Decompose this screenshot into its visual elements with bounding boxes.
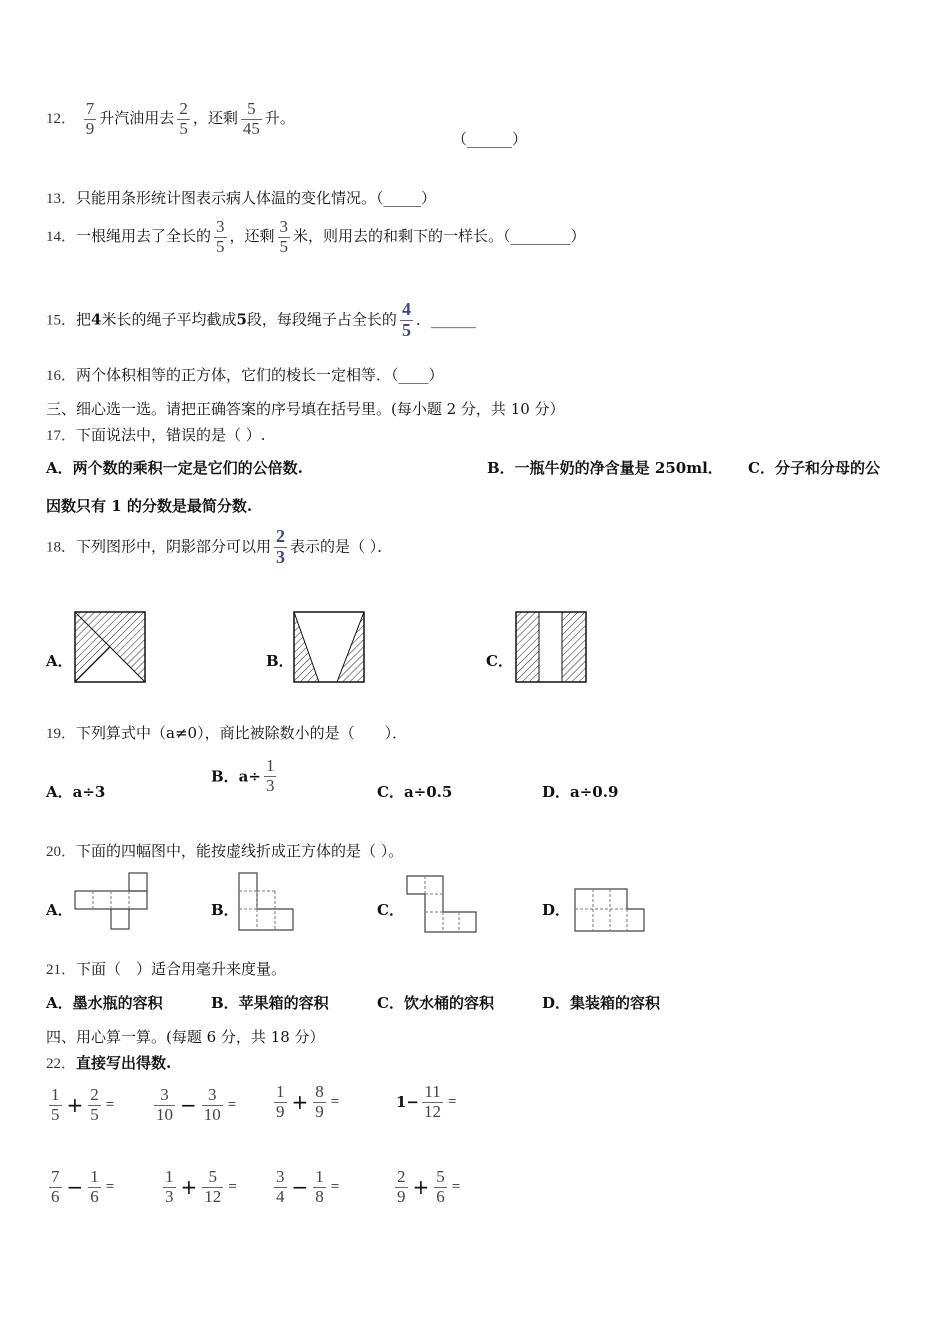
option-b-text: B．a÷	[211, 767, 261, 786]
question-number: 19．	[46, 726, 77, 742]
option-a[interactable]: A．墨水瓶的容积	[46, 994, 163, 1012]
question-19	[46, 722, 407, 743]
question-text: ，还剩	[229, 227, 275, 246]
question-12	[46, 100, 295, 138]
fraction	[202, 1168, 223, 1206]
fraction	[278, 218, 291, 256]
option-d[interactable]: D．a÷0.9	[542, 783, 619, 801]
equals-sign: =	[105, 1178, 115, 1195]
option-a-label[interactable]: A．	[46, 652, 73, 670]
equals-sign: =	[330, 1178, 340, 1195]
denominator: 3	[265, 775, 275, 795]
numerator: 5	[208, 1167, 218, 1186]
operator: +	[412, 1175, 430, 1200]
numerator: 5	[436, 1167, 445, 1186]
question-18	[46, 527, 392, 568]
option-c[interactable]: C．a÷0.5	[377, 783, 453, 801]
equals-sign: =	[451, 1178, 461, 1195]
fraction	[274, 1168, 287, 1206]
numerator: 3	[208, 1085, 217, 1104]
numerator: 1	[276, 1082, 285, 1101]
denominator: 5	[401, 319, 411, 340]
expression-3	[271, 1083, 339, 1121]
question-15	[46, 300, 476, 341]
option-c[interactable]: C．饮水桶的容积	[377, 994, 494, 1012]
option-b[interactable]: B．苹果箱的容积	[211, 994, 329, 1012]
question-number: 15．	[46, 312, 77, 329]
option-b-label[interactable]: B．	[266, 652, 294, 670]
fraction	[434, 1168, 447, 1206]
fraction	[154, 1086, 175, 1124]
fraction	[49, 1168, 62, 1206]
denominator: 12	[424, 1101, 442, 1121]
option-b[interactable]	[211, 757, 279, 795]
question-text: 升汽油用去	[99, 109, 175, 128]
denominator: 4	[276, 1186, 285, 1206]
figure-a[interactable]	[74, 611, 146, 683]
denominator: 45	[242, 118, 260, 138]
option-d-label[interactable]: D．	[542, 901, 571, 919]
question-number: 14．	[46, 229, 77, 246]
equals-sign: =	[330, 1093, 340, 1110]
denominator: 9	[85, 118, 95, 138]
denominator: 5	[279, 236, 289, 256]
question-16	[46, 364, 444, 385]
expression-4	[396, 1083, 456, 1121]
cube-net-b[interactable]	[238, 872, 296, 932]
denominator: 10	[203, 1104, 221, 1124]
operator: −	[180, 1093, 197, 1118]
numerator: 3	[216, 217, 225, 236]
numerator: 2	[276, 526, 286, 546]
question-text: 升。	[264, 109, 295, 128]
numerator: 3	[276, 1167, 285, 1186]
numerator: 11	[424, 1082, 441, 1101]
expression-1	[46, 1086, 114, 1124]
denominator: 9	[276, 1101, 285, 1121]
question-text: 下面说法中，错误的是（ ）.	[76, 426, 266, 444]
numerator: 1	[51, 1085, 60, 1104]
denominator: 3	[276, 546, 286, 567]
denominator: 6	[90, 1186, 99, 1206]
fraction	[214, 218, 227, 256]
question-text: 下列图形中，阴影部分可以用	[76, 537, 272, 556]
fraction	[88, 1086, 101, 1124]
fraction	[264, 757, 277, 795]
question-text: ，还剩	[192, 109, 238, 128]
fraction	[163, 1168, 176, 1206]
operator: −	[291, 1175, 309, 1200]
denominator: 3	[165, 1186, 174, 1206]
question-number: 20．	[46, 844, 77, 860]
numerator: 3	[279, 217, 289, 236]
question-text: 一根绳用去了全长的	[76, 227, 212, 246]
question-text: 下列算式中（a≠0），商比被除数小的是（ ）．	[76, 724, 408, 742]
section-heading-4: 四、用心算一算。(每题 6 分，共 18 分）	[46, 1028, 325, 1046]
operator: −	[66, 1175, 84, 1200]
fraction	[241, 100, 262, 138]
question-14	[46, 218, 586, 256]
denominator: 5	[179, 118, 188, 138]
numerator: 2	[397, 1167, 406, 1186]
numerator: 1	[315, 1167, 324, 1186]
question-17	[46, 424, 266, 445]
denominator: 6	[436, 1186, 445, 1206]
denominator: 8	[315, 1186, 324, 1206]
question-text: 下面（ ）适合用毫升来度量。	[76, 960, 287, 978]
question-20	[46, 840, 403, 861]
denominator: 5	[51, 1104, 60, 1124]
denominator: 5	[90, 1104, 99, 1124]
equals-sign: =	[227, 1096, 237, 1113]
numerator: 2	[179, 99, 188, 118]
option-d[interactable]: D．集装箱的容积	[542, 994, 661, 1012]
option-b-label[interactable]: B．	[211, 901, 239, 919]
numerator: 1	[90, 1167, 99, 1186]
question-number: 12．	[46, 111, 77, 128]
question-text: 两个体积相等的正方体，它们的棱长一定相等．（____）	[76, 366, 444, 384]
numerator: 1	[265, 756, 275, 775]
section-heading-3: 三、细心选一选。请把正确答案的序号填在括号里。(每小题 2 分，共 10 分）	[46, 400, 565, 418]
fraction	[177, 100, 190, 138]
expression-5	[46, 1168, 114, 1206]
question-number: 16．	[46, 368, 77, 384]
expression-6	[160, 1168, 237, 1206]
figure-b[interactable]	[293, 611, 365, 683]
cube-net-d[interactable]	[574, 888, 646, 934]
fraction	[84, 100, 97, 138]
option-c[interactable]: C．分子和分母的公	[748, 459, 880, 477]
question-text: 把	[76, 310, 92, 329]
denominator: 9	[397, 1186, 406, 1206]
question-text: 只能用条形统计图表示病人体温的变化情况。（_____）	[76, 189, 437, 207]
option-a[interactable]: A．两个数的乘积一定是它们的公倍数.	[46, 459, 303, 477]
question-13	[46, 187, 436, 208]
denominator: 12	[204, 1186, 222, 1206]
fraction	[274, 1083, 287, 1121]
option-c-continued: 因数只有 1 的分数是最简分数.	[46, 497, 253, 515]
numerator: 5	[247, 99, 256, 118]
numerator: 4	[401, 299, 411, 319]
numerator: 2	[90, 1085, 99, 1104]
expression-prefix: 1−	[396, 1093, 420, 1112]
shaded-region	[516, 612, 539, 682]
question-text: 直接写出得数.	[76, 1054, 172, 1072]
option-c-label[interactable]: C．	[486, 652, 513, 670]
cube-net-a[interactable]	[74, 872, 148, 930]
question-number: 13．	[46, 191, 77, 207]
fraction	[395, 1168, 408, 1206]
question-text: 米，则用去的和剩下的一样长。（________）	[293, 227, 586, 246]
fraction	[274, 527, 287, 568]
fraction	[422, 1083, 443, 1121]
question-text: ．______	[415, 310, 476, 329]
expression-8	[392, 1168, 460, 1206]
option-a[interactable]: A．a÷3	[46, 783, 106, 801]
operator: +	[66, 1093, 84, 1118]
number: 5	[236, 310, 247, 329]
numerator: 8	[315, 1082, 324, 1101]
option-b[interactable]: B．一瓶牛奶的净含量是 250ml．	[487, 459, 723, 477]
question-21	[46, 958, 286, 979]
numerator: 7	[51, 1167, 60, 1186]
cube-net-c[interactable]	[406, 875, 478, 933]
question-text: 米长的绳子平均截成	[101, 310, 237, 329]
numerator: 3	[160, 1085, 169, 1104]
question-number: 21．	[46, 962, 77, 978]
question-text: 下面的四幅图中，能按虚线折成正方体的是（ ）。	[76, 842, 404, 860]
question-number: 18．	[46, 539, 77, 556]
equals-sign: =	[448, 1093, 457, 1110]
fraction	[313, 1083, 326, 1121]
fraction	[49, 1086, 62, 1124]
fraction	[202, 1086, 223, 1124]
option-c-label[interactable]: C．	[377, 901, 404, 919]
shaded-region	[562, 612, 586, 682]
expression-7	[271, 1168, 339, 1206]
denominator: 9	[315, 1101, 324, 1121]
equals-sign: =	[228, 1178, 237, 1195]
question-number: 22．	[46, 1056, 77, 1072]
option-a-label[interactable]: A．	[46, 901, 73, 919]
numerator: 7	[85, 99, 95, 118]
number: 4	[91, 310, 102, 329]
fraction	[313, 1168, 326, 1206]
denominator: 5	[216, 236, 225, 256]
denominator: 6	[51, 1186, 60, 1206]
equals-sign: =	[105, 1096, 115, 1113]
question-number: 17．	[46, 428, 77, 444]
figure-c[interactable]	[515, 611, 587, 683]
denominator: 10	[156, 1104, 173, 1124]
answer-blank[interactable]: （______）	[452, 130, 528, 148]
operator: +	[291, 1090, 309, 1115]
question-text: 段，每段绳子占全长的	[246, 310, 397, 329]
fraction	[400, 300, 413, 341]
question-text: 表示的是（ ）．	[290, 537, 393, 556]
expression-2	[151, 1086, 236, 1124]
question-22	[46, 1052, 171, 1073]
operator: +	[180, 1175, 198, 1200]
numerator: 1	[165, 1167, 174, 1186]
fraction	[88, 1168, 101, 1206]
